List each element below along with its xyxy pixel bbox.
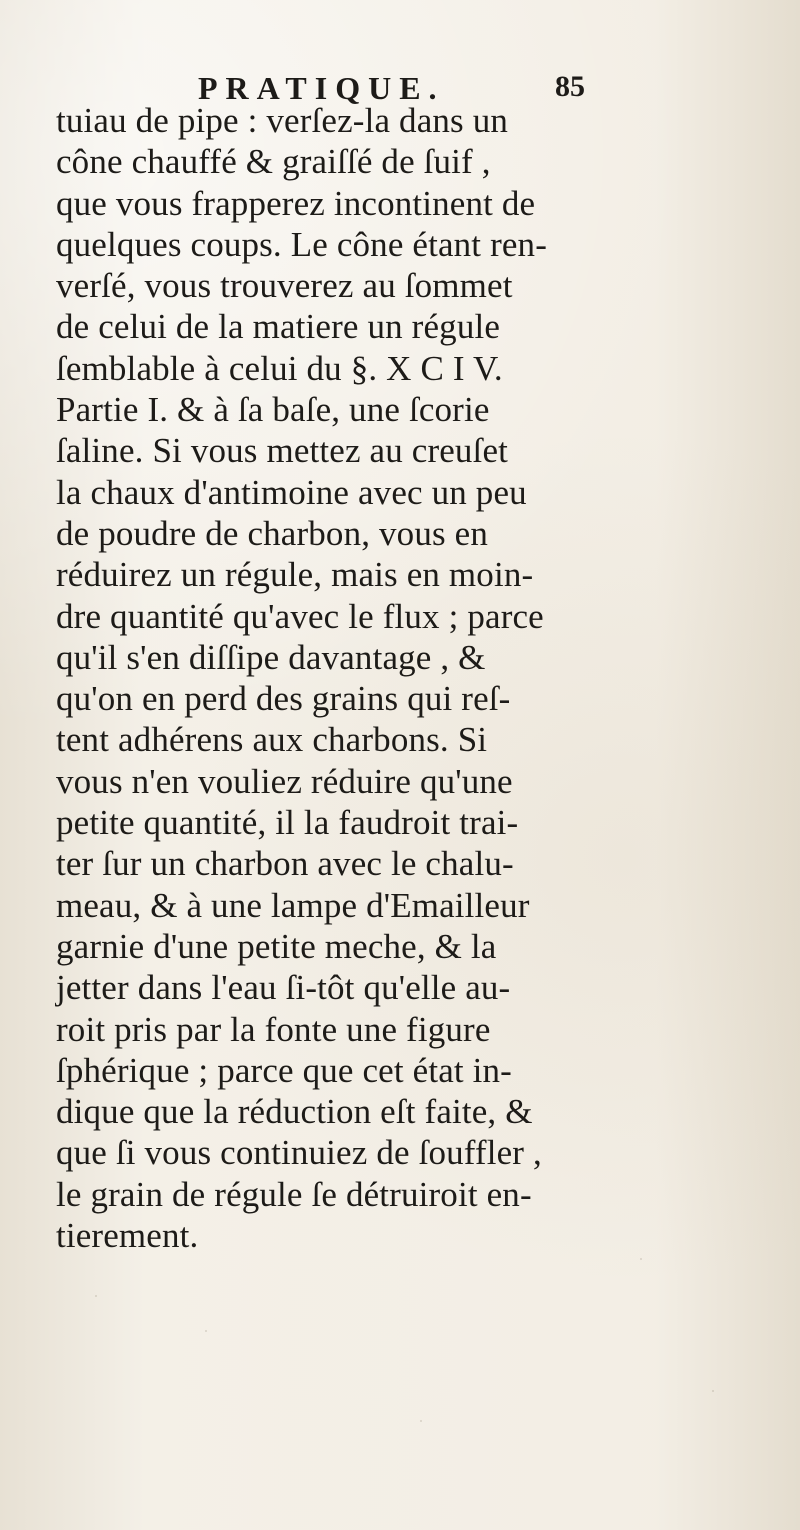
- paper-speck: [640, 1258, 642, 1260]
- text-line: de poudre de charbon, vous en: [56, 513, 488, 553]
- text-line: verſé, vous trouverez au ſommet: [56, 266, 513, 306]
- text-line: dique que la réduction eſt faite, &: [56, 1092, 533, 1132]
- text-line: ter ſur un charbon avec le chalu-: [56, 844, 514, 884]
- text-line: la chaux d'antimoine avec un peu: [56, 472, 527, 512]
- text-line: ſemblable à celui du §. X C I V.: [56, 348, 503, 388]
- running-head: PRATIQUE.: [198, 70, 445, 106]
- text-line: réduirez un régule, mais en moin-: [56, 555, 534, 595]
- text-line: tuiau de pipe : verſez-la dans un: [56, 101, 509, 140]
- text-line: Partie I. & à ſa baſe, une ſcorie: [56, 390, 490, 430]
- text-line: de celui de la matiere un régule: [56, 307, 501, 347]
- body-text: [56, 100, 756, 1256]
- text-line: ſphérique ; parce que cet état in-: [56, 1050, 512, 1090]
- paper-speck: [205, 1330, 207, 1332]
- text-line: tent adhérens aux charbons. Si: [56, 720, 488, 760]
- text-line: dre quantité qu'avec le flux ; parce: [56, 596, 544, 636]
- text-line: jetter dans l'eau ſi-tôt qu'elle au-: [56, 968, 511, 1008]
- text-line: quelques coups. Le cône étant ren-: [56, 224, 548, 264]
- text-line: roit pris par la fonte une figure: [56, 1009, 491, 1049]
- text-line: qu'on en perd des grains qui reſ-: [56, 679, 511, 719]
- text-line: petite quantité, il la faudroit trai-: [56, 803, 519, 843]
- text-line: meau, & à une lampe d'Emailleur: [56, 885, 530, 925]
- text-line: garnie d'une petite meche, & la: [56, 926, 497, 966]
- page-number: 85: [555, 70, 585, 103]
- paper-speck: [420, 1420, 422, 1422]
- text-line: le grain de régule ſe détruiroit en-: [56, 1174, 532, 1214]
- text-line: que ſi vous continuiez de ſouffler ,: [56, 1133, 542, 1173]
- text-line: ſaline. Si vous mettez au creuſet: [56, 431, 509, 471]
- text-line: vous n'en vouliez réduire qu'une: [56, 761, 513, 801]
- paper-speck: [712, 1390, 714, 1392]
- text-line: cône chauffé & graiſſé de ſuif ,: [56, 142, 491, 182]
- text-line: tierement.: [56, 1216, 199, 1256]
- text-line: qu'il s'en diſſipe davantage , &: [56, 637, 486, 677]
- paper-speck: [95, 1295, 97, 1297]
- text-line: que vous frapperez incontinent de: [56, 183, 536, 223]
